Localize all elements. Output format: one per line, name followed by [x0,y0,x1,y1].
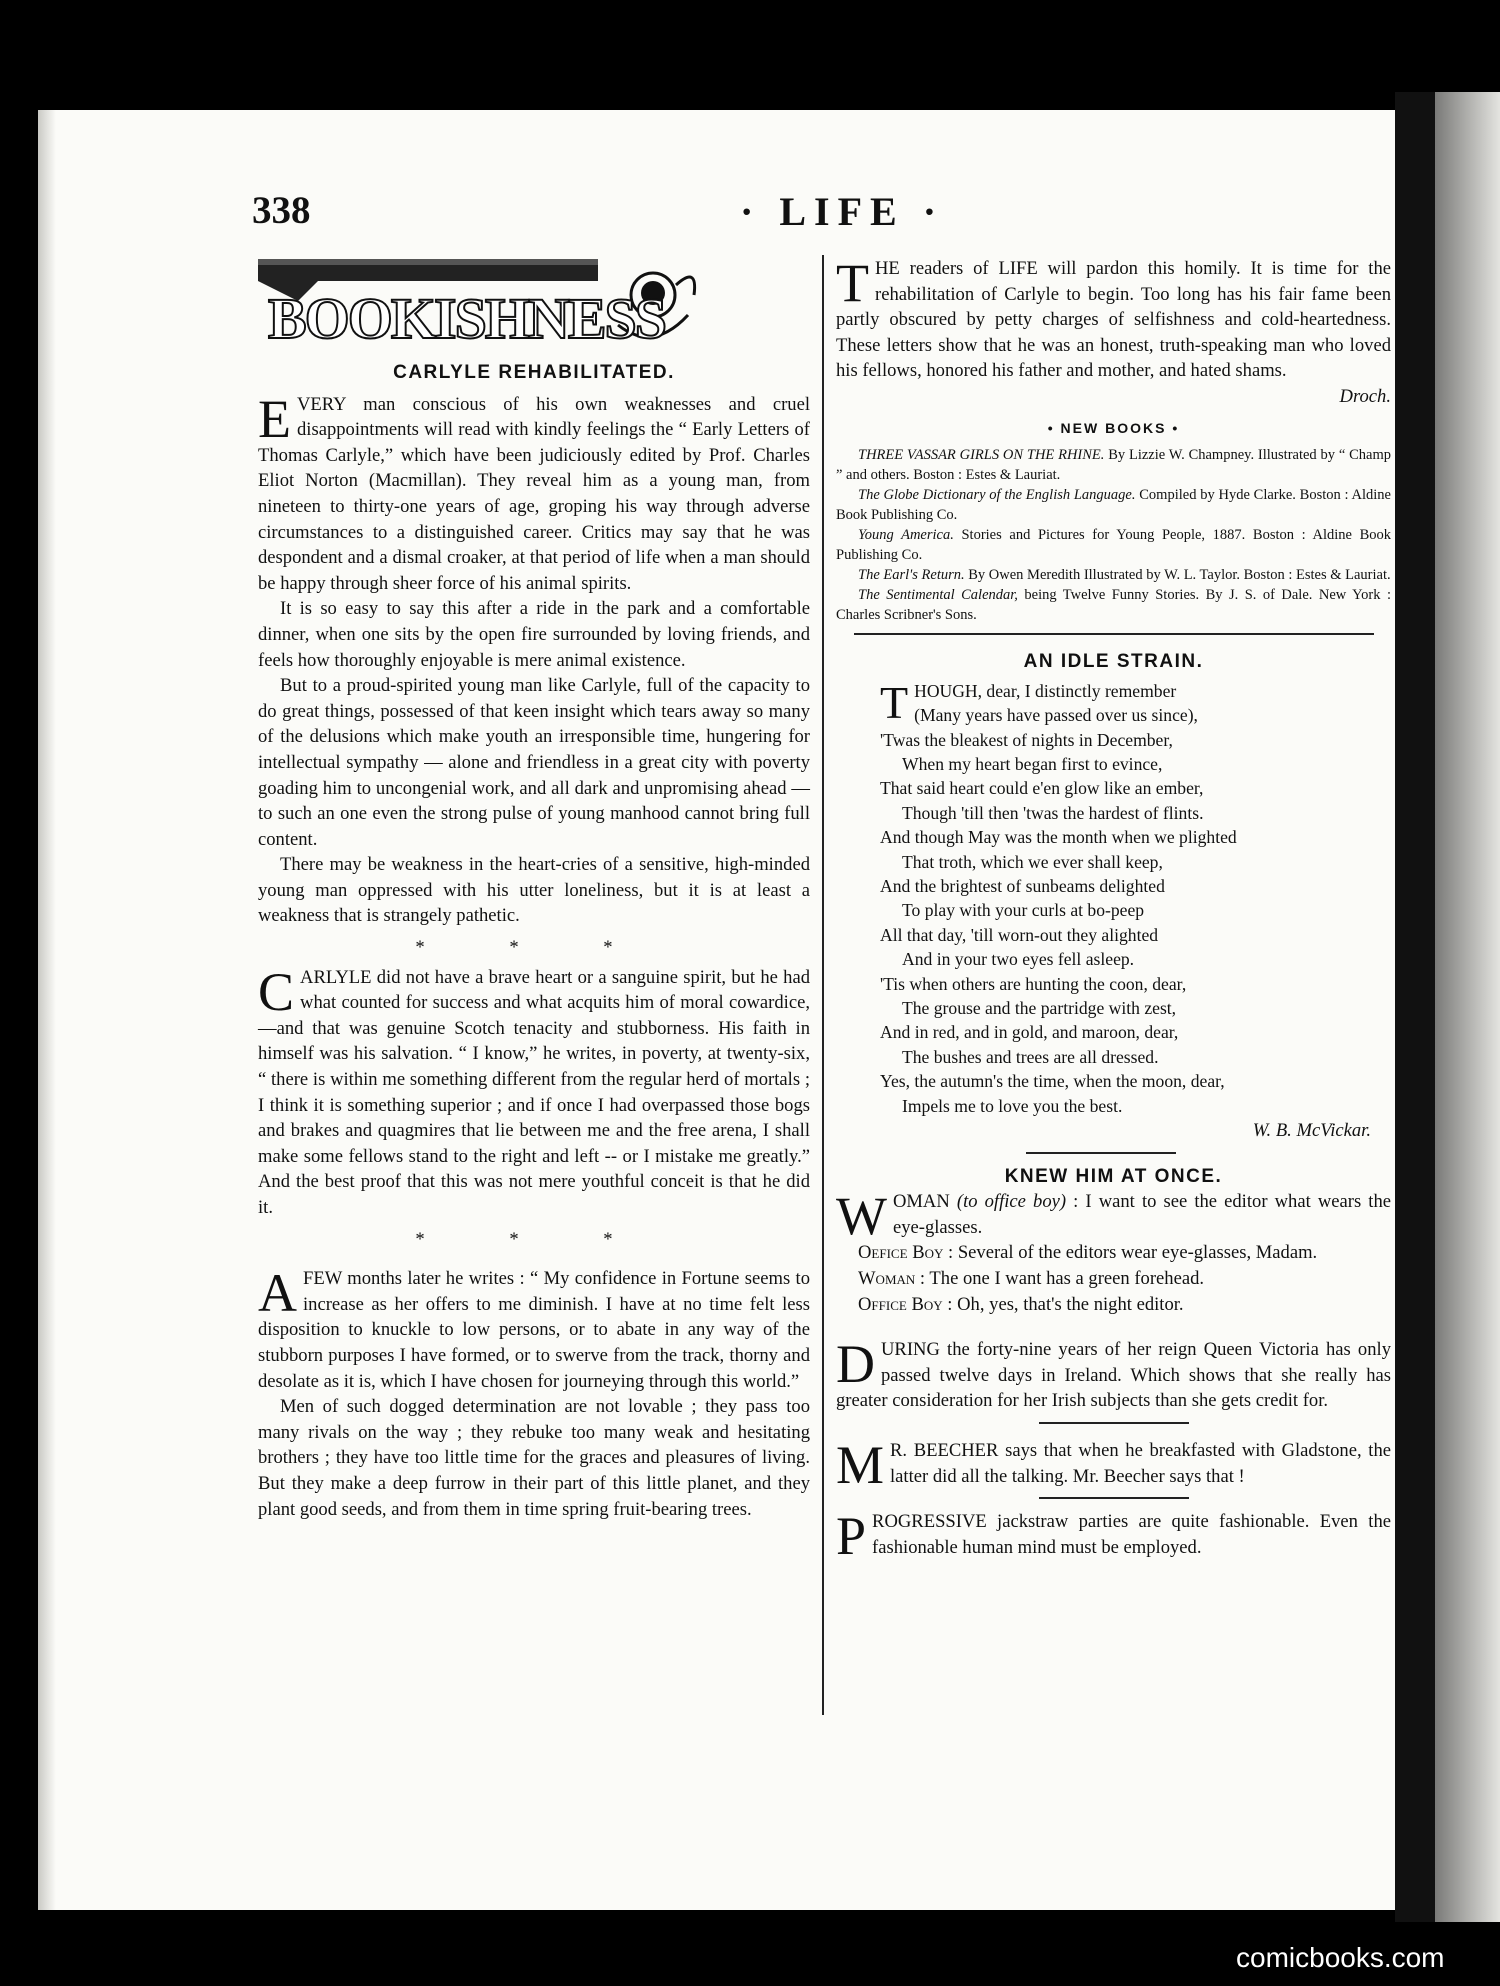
divider [854,633,1374,635]
new-books-heading: • NEW BOOKS • [1047,419,1180,436]
book-entry [836,445,1391,485]
poem-line: THOUGH, dear, I distinctly remember [880,676,1177,728]
poem-line: Though 'till then 'twas the hardest of flints. [902,802,1204,823]
book-details: Stories and Pictures for Young People, 1887. Boston : Aldine Book Publishing Co. [836,527,1392,564]
poem-line: The bushes and trees are all dressed. [902,1046,1159,1067]
poem-line: That said heart could e'en glow like an ember, [880,778,1204,799]
signature-droch: Droch. [1339,385,1391,407]
poem-line: To play with your curls at bo-peep [902,900,1145,921]
poem-line: When my heart began first to evince, [902,753,1163,774]
divider [1039,1497,1189,1499]
poem-line: That troth, which we ever shall keep, [902,851,1163,872]
left-column [258,360,810,1522]
article-title-carlyle: CARLYLE REHABILITATED. [393,362,675,383]
book-entry [836,585,1391,625]
paragraph-text: ARLYLE did not have a brave heart or a sanguine spirit, but he had what counted for success and what acquits him of moral cowardice,—and that was genuine Scotch tenacity and stubborness. His faith in himself was his salvation. “ I know,” he writes, in poverty, at twenty-six, “ there is within me something different from the regular herd of mortals ; I think it is something superior ; and if once I had overpassed those bogs and brakes and quagmires that lie between me and the free arena, I shall make some fellows stand to the right and left -- or I mistake me greatly.” And the best proof that this was not mere youthful conceit is that he did it. [258,966,810,1218]
poem-line: All that day, 'till worn-out they alighted [880,924,1159,945]
poem-line: And in your two eyes fell asleep. [902,949,1135,970]
book-details: Compiled by Hyde Clarke. Boston : Aldine Book Publishing Co. [836,487,1391,524]
drop-cap: M [836,1435,885,1495]
section-break: * * * [415,937,653,959]
poem-line: Yes, the autumn's the time, when the moon, dear, [880,1071,1225,1092]
paragraph-text: R. BEECHER says that when he breakfasted with Gladstone, the latter did all the talking. Mr. Beecher says that ! [890,1440,1391,1487]
paragraph [258,388,810,597]
drop-cap: W [836,1186,887,1247]
paragraph: It is so easy to say this after a ride in the park and a comfortable dinner, when one sits by the open fire surrounded by loving friends, and feels how thoroughly enjoyable is mere animal existence. [258,598,810,671]
book-title: The Earl's Return. [858,567,965,584]
poem-title: AN IDLE STRAIN. [1023,651,1204,673]
page-number: 338 [252,189,311,232]
book-details: By Owen Meredith Illustrated by W. L. Taylor. Boston : Estes & Lauriat. [964,567,1391,584]
dialogue-line: Oefice Boy : Several of the editors wear eye-glasses, Madam. [858,1242,1318,1264]
paragraph [836,1334,1391,1414]
drop-cap: T [880,676,909,728]
poem-line: The grouse and the partridge with zest, [902,998,1177,1019]
poem-line: Impels me to love you the best. [902,1095,1123,1116]
drop-cap: D [836,1334,875,1395]
paragraph: But to a proud-spirited young man like Carlyle, full of the capacity to do great things, possessed of that keen insight which tears away so many of the delusions which make youth an irresponsible time, hungering for intellectual sympathy — alone and friendless in a great city with poverty goading him to uncongenial work, and all dark and unpromising ahead — to such an one even the strong pulse of young manhood cannot bring full content. [258,675,810,850]
drop-cap: T [836,253,869,313]
book-details: being Twelve Funny Stories. By J. S. of Dale. New York : Charles Scribner's Sons. [836,587,1391,624]
page-gutter [1395,92,1435,1922]
paragraph [836,253,1391,384]
book-entry [836,565,1391,585]
section-break: * * * [415,1228,653,1250]
page-spine-shadow [38,110,56,1910]
book-title: The Sentimental Calendar, [858,587,1018,604]
poem-author: W. B. McVickar. [1252,1120,1371,1142]
book-entry [836,485,1391,525]
book-title: Young America. [858,527,954,544]
poem-line: (Many years have passed over us since), [914,705,1198,726]
poem-line: And in red, and in gold, and maroon, dear, [880,1022,1179,1043]
drop-cap: E [258,388,291,449]
right-column [836,253,1392,1567]
paragraph [258,961,810,1221]
book-title: THREE VASSAR GIRLS ON THE RHINE. [858,447,1105,464]
drop-cap: C [258,961,295,1022]
logo-text: BOOKISHNESS [268,286,666,351]
paragraph [258,1263,810,1394]
poem-line: And the brightest of sunbeams delighted [880,876,1165,896]
dialogue-line: Office Boy : Oh, yes, that's the night editor. [858,1293,1184,1315]
divider [1039,1422,1189,1424]
poem-line: 'Twas the bleakest of nights in December, [880,729,1173,750]
poem-line: And though May was the month when we plighted [880,827,1237,848]
paragraph: There may be weakness in the heart-cries of a sensitive, high-minded young man oppressed with his utter loneliness, but it is at least a weakness that is strangely pathetic. [258,854,810,927]
book-entry [836,525,1391,565]
drop-cap: P [836,1506,867,1567]
divider [1026,1152,1176,1154]
next-page-edge [1435,92,1500,1922]
paragraph-text: URING the forty-nine years of her reign Queen Victoria has only passed twelve days in Ireland. Which shows that she really has greater consideration for her Irish subjects than she gets credit for. [836,1339,1391,1412]
article-title-knew: KNEW HIM AT ONCE. [1004,1165,1223,1187]
column-divider [822,255,824,1715]
dialogue-line: WOMAN (to office boy) : I want to see the editor what wears the eye-glasses. [836,1186,1391,1247]
paragraph-text: VERY man conscious of his own weaknesses and cruel disappointments will read with kindly feelings the “ Early Letters of Thomas Carlyle,” which have been judiciously edited by Prof. Charles Eliot Norton (Macmillan). They reveal him as a young man, from nineteen to thirty-one years of age, groping his way through adverse circumstances to a distinguished career. Critics may say that he was despondent and a dismal croaker, at that period of life when a man should be happy through sheer force of his animal spirits. [258,393,810,594]
watermark: comicbooks.com [1236,1942,1445,1973]
paragraph-text: ROGRESSIVE jackstraw parties are quite fashionable. Even the fashionable human mind must be employed. [872,1511,1391,1558]
poem-line: 'Tis when others are hunting the coon, dear, [880,973,1187,994]
paragraph [836,1435,1391,1495]
masthead-life: · LIFE · [740,189,945,234]
book-details: By Lizzie W. Champney. Illustrated by “ Champ ” and others. Boston : Estes & Lauriat. [836,447,1391,484]
dialogue-line: Woman : The one I want has a green forehead. [858,1268,1205,1290]
poem [880,676,1391,1118]
bookishness-logo [258,255,698,355]
paragraph [836,1506,1391,1567]
paragraph-text: FEW months later he writes : “ My confidence in Fortune seems to increase as her offers to me diminish. I have at no time felt less disposition to knuckle to low persons, or to abate in any way of the stubborn purposes I have formed, or to swerve from the track, thorny and desolate as it is, which I have chosen for journeying through this world.” [258,1268,810,1392]
paragraph: Men of such dogged determination are not lovable ; they pass too many rivals on the way ; they rebuke too many weak and hesitating brothers ; they have too little time for the graces and pleasures of living. But they make a deep furrow in their part of this little planet, and they plant good seeds, and from them in time spring fruit-bearing trees. [258,1396,810,1520]
paragraph-text: HE readers of LIFE will pardon this homily. It is time for the rehabilitation of Carlyle to begin. Too long has his fair fame been partly obscured by petty charges of selfishness and cold-heartedness. These letters show that he was an honest, truth-speaking man who loved his fellows, honored his father and mother, and hated shams. [836,258,1391,382]
book-title: The Globe Dictionary of the English Language. [858,487,1136,504]
new-books-list [836,445,1391,625]
drop-cap: A [258,1263,297,1324]
